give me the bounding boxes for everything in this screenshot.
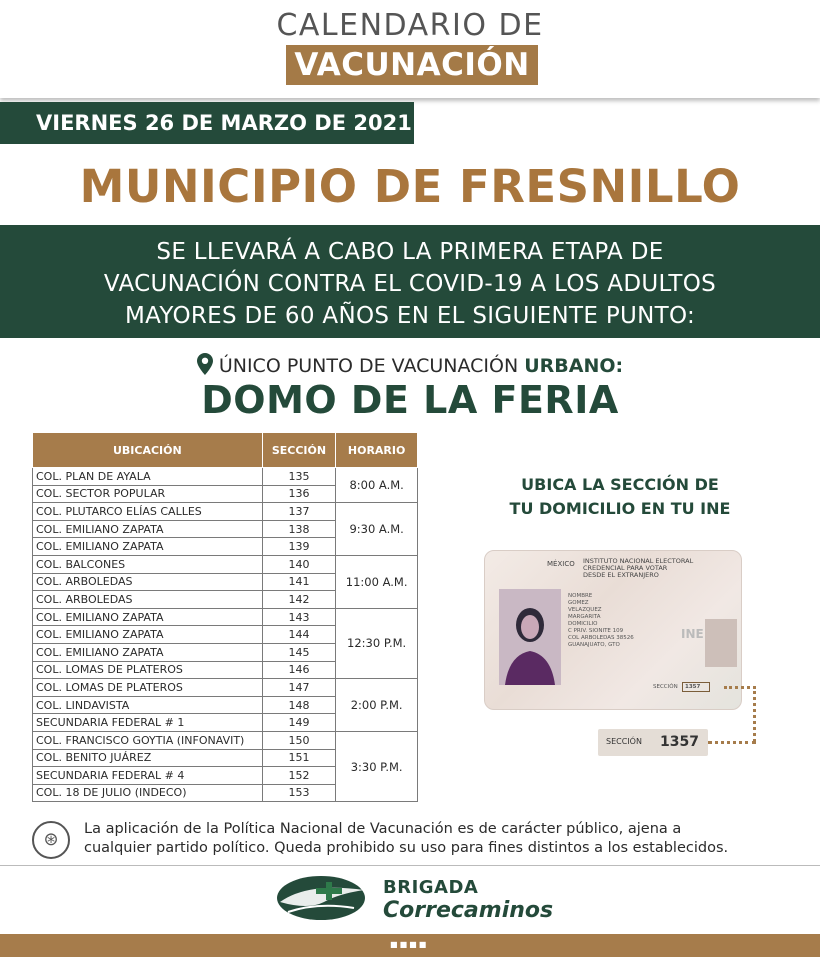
cell-ubicacion: COL. ARBOLEDAS — [33, 591, 263, 609]
table-row — [33, 679, 418, 697]
table-row — [33, 555, 418, 573]
cell-seccion: 147 — [262, 679, 336, 697]
ine-nombre-3: MARGARITA — [568, 614, 601, 620]
cell-ubicacion: COL. 18 DE JULIO (INDECO) — [33, 784, 263, 802]
cell-seccion: 135 — [262, 468, 336, 486]
ine-domicilio-label: DOMICILIO — [568, 621, 598, 627]
table-row — [33, 731, 418, 749]
divider — [0, 865, 820, 866]
cell-seccion: 145 — [262, 643, 336, 661]
ine-photo-placeholder — [499, 589, 561, 685]
cell-ubicacion: COL. LOMAS DE PLATEROS — [33, 679, 263, 697]
cell-seccion: 146 — [262, 661, 336, 679]
disclaimer-line-1: La aplicación de la Política Nacional de Vacunación es de carácter público, ajena a — [84, 821, 682, 837]
disclaimer — [84, 820, 794, 858]
cell-horario: 3:30 P.M. — [336, 731, 418, 801]
ine-name-block — [568, 593, 634, 649]
ine-credential: CREDENCIAL PARA VOTAR — [583, 564, 668, 572]
ine-seccion-label: SECCIÓN — [653, 684, 678, 690]
title-top: CALENDARIO DE — [276, 8, 544, 43]
cell-ubicacion: COL. FRANCISCO GOYTIA (INFONAVIT) — [33, 731, 263, 749]
ine-card-image — [484, 550, 742, 710]
table-header-row — [33, 433, 418, 468]
ine-country: MÉXICO — [547, 560, 575, 568]
dotted-connector — [724, 686, 756, 689]
announcement-line-2: VACUNACIÓN CONTRA EL COVID-19 A LOS ADULTOS — [103, 271, 717, 297]
ine-nombre-label: NOMBRE — [568, 593, 593, 599]
cell-horario: 12:30 P.M. — [336, 608, 418, 678]
table-row — [33, 468, 418, 486]
roadrunner-logo-icon — [268, 872, 374, 924]
ine-institute: INSTITUTO NACIONAL ELECTORAL — [583, 557, 694, 565]
cell-horario: 9:30 A.M. — [336, 503, 418, 556]
header-seccion: SECCIÓN — [262, 433, 336, 468]
cell-ubicacion: COL. LINDAVISTA — [33, 696, 263, 714]
dotted-connector — [708, 741, 756, 744]
announcement-line-1: SE LLEVARÁ A CABO LA PRIMERA ETAPA DE — [156, 239, 664, 265]
ine-header — [583, 558, 693, 579]
cell-ubicacion: COL. EMILIANO ZAPATA — [33, 538, 263, 556]
announcement-line-3: MAYORES DE 60 AÑOS EN EL SIGUIENTE PUNTO: — [124, 303, 696, 329]
cell-seccion: 151 — [262, 749, 336, 767]
ine-hint-line-2: TU DOMICILIO EN TU INE — [509, 499, 731, 518]
cell-ubicacion: COL. BENITO JUÁREZ — [33, 749, 263, 767]
cell-seccion: 143 — [262, 608, 336, 626]
disclaimer-line-2: cualquier partido político. Queda prohibido su uso para fines distintos a los establecidos. — [84, 840, 729, 856]
cell-seccion: 149 — [262, 714, 336, 732]
punto-tipo: URBANO: — [524, 355, 624, 377]
cell-ubicacion: COL. EMILIANO ZAPATA — [33, 520, 263, 538]
cell-horario: 11:00 A.M. — [336, 555, 418, 608]
cell-seccion: 144 — [262, 626, 336, 644]
ine-since: DESDE EL EXTRANJERO — [583, 571, 659, 579]
cell-seccion: 140 — [262, 555, 336, 573]
cell-seccion: 148 — [262, 696, 336, 714]
ine-seccion-value: 1357 — [685, 684, 701, 690]
cell-seccion: 137 — [262, 503, 336, 521]
cell-ubicacion: COL. EMILIANO ZAPATA — [33, 643, 263, 661]
instagram-icon[interactable]: ■ — [409, 940, 419, 949]
ine-nombre-1: GOMEZ — [568, 600, 589, 606]
table-row — [33, 608, 418, 626]
cell-ubicacion: COL. ARBOLEDAS — [33, 573, 263, 591]
cell-seccion: 136 — [262, 485, 336, 503]
date-bar: VIERNES 26 DE MARZO DE 2021 — [0, 102, 414, 144]
ine-nombre-2: VELAZQUEZ — [568, 607, 602, 613]
cell-seccion: 152 — [262, 767, 336, 785]
youtube-icon[interactable]: ■ — [418, 940, 429, 949]
ine-domicilio-2: COL ARBOLEDAS 38526 — [568, 635, 634, 641]
title-band: VACUNACIÓN — [286, 45, 538, 85]
cell-ubicacion: SECUNDARIA FEDERAL # 1 — [33, 714, 263, 732]
brand-bottom: Correcaminos — [383, 898, 554, 923]
cell-ubicacion: COL. LOMAS DE PLATEROS — [33, 661, 263, 679]
location-pin-icon — [197, 353, 213, 380]
cell-ubicacion: COL. BALCONES — [33, 555, 263, 573]
facebook-icon[interactable]: ■ — [390, 940, 400, 949]
punto-prefix: ÚNICO PUNTO DE VACUNACIÓN — [218, 355, 519, 377]
seccion-zoom-value: 1357 — [660, 734, 699, 750]
cell-seccion: 153 — [262, 784, 336, 802]
cell-ubicacion: COL. SECTOR POPULAR — [33, 485, 263, 503]
venue-name: DOMO DE LA FERIA — [201, 378, 619, 422]
ine-mark: INE — [681, 627, 704, 641]
mexico-seal-icon: ⊛ — [32, 821, 70, 859]
seccion-zoom — [598, 729, 708, 756]
ine-domicilio-1: C PRIV. SIONITE 109 — [568, 628, 624, 634]
cell-horario: 2:00 P.M. — [336, 679, 418, 732]
brand-top: BRIGADA — [383, 877, 479, 898]
cell-seccion: 150 — [262, 731, 336, 749]
cell-ubicacion: COL. PLUTARCO ELÍAS CALLES — [33, 503, 263, 521]
social-icons — [390, 940, 428, 949]
cell-ubicacion: COL. PLAN DE AYALA — [33, 468, 263, 486]
seccion-zoom-label: SECCIÓN — [606, 737, 642, 746]
cell-seccion: 138 — [262, 520, 336, 538]
schedule-table — [32, 432, 418, 802]
cell-horario: 8:00 A.M. — [336, 468, 418, 503]
punto-line — [0, 353, 820, 380]
twitter-icon[interactable]: ■ — [399, 940, 410, 949]
cell-ubicacion: COL. EMILIANO ZAPATA — [33, 608, 263, 626]
ine-hint — [480, 473, 760, 521]
table-row — [33, 503, 418, 521]
header — [0, 0, 820, 98]
ine-domicilio-3: GUANAJUATO, GTO — [568, 642, 620, 648]
cell-seccion: 141 — [262, 573, 336, 591]
dotted-connector — [753, 686, 756, 742]
cell-ubicacion: COL. EMILIANO ZAPATA — [33, 626, 263, 644]
cell-seccion: 142 — [262, 591, 336, 609]
header-ubicacion: UBICACIÓN — [33, 433, 263, 468]
municipio-title: MUNICIPIO DE FRESNILLO — [79, 160, 741, 213]
header-horario: HORARIO — [336, 433, 418, 468]
cell-ubicacion: SECUNDARIA FEDERAL # 4 — [33, 767, 263, 785]
ine-ghost-photo — [705, 619, 737, 667]
announcement-panel — [0, 225, 820, 338]
ine-hint-line-1: UBICA LA SECCIÓN DE — [521, 475, 719, 494]
cell-seccion: 139 — [262, 538, 336, 556]
